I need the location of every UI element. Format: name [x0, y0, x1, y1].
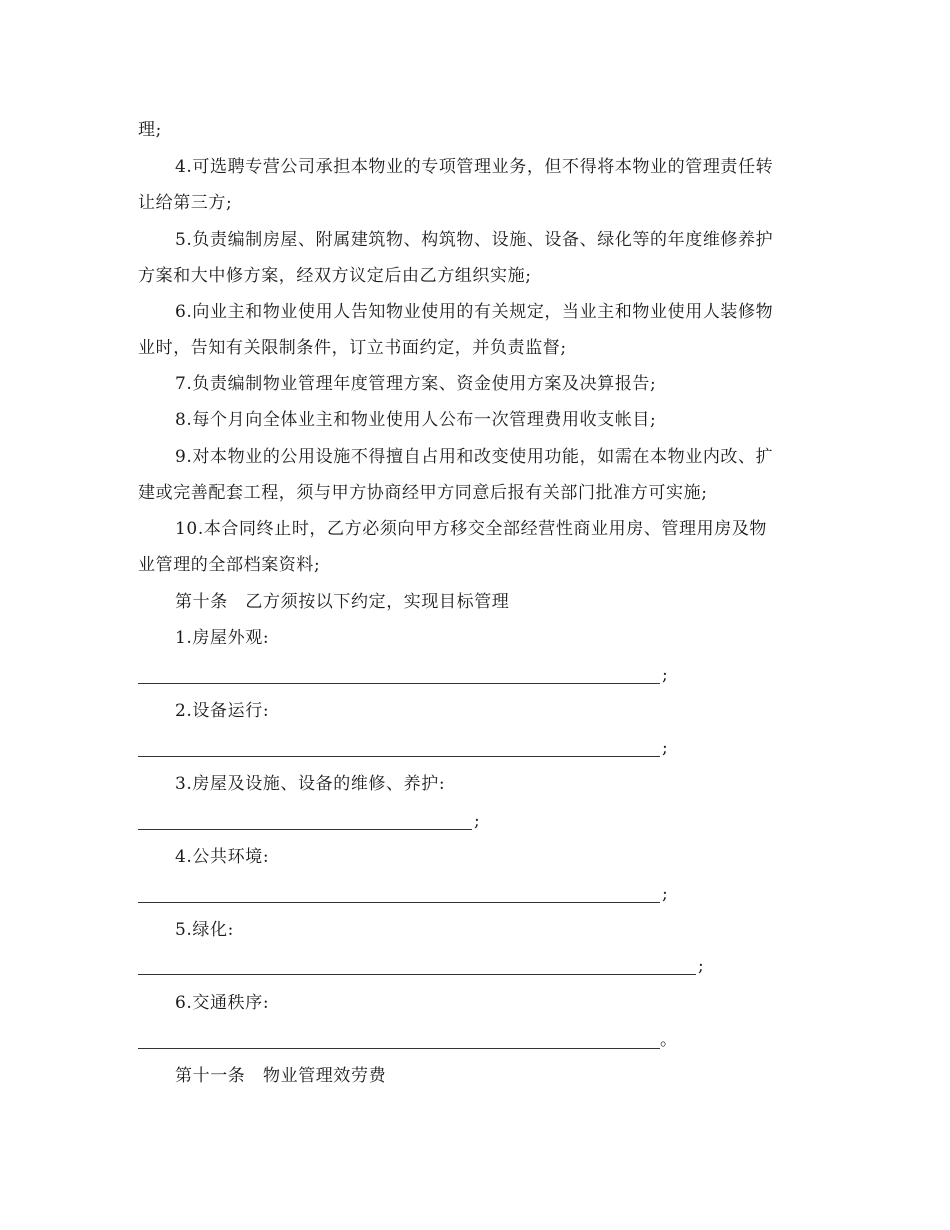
fill-in-blank[interactable]	[138, 1028, 683, 1052]
text-line: 建或完善配套工程，须与甲方协商经甲方同意后报有关部门批准方可实施;	[138, 483, 708, 503]
text-line: 让给第三方;	[138, 193, 233, 213]
text-line: 方案和大中修方案，经双方议定后由乙方组织实施;	[138, 266, 532, 286]
fill-in-blank[interactable]	[138, 736, 678, 760]
text-line: 9.对本物业的公用设施不得擅自占用和改变使用功能，如需在本物业内改、扩	[175, 447, 774, 467]
blank-punctuation: 。	[660, 1030, 677, 1050]
fill-in-blank[interactable]	[138, 954, 718, 978]
text-line: 业时，告知有关限制条件，订立书面约定，并负责监督;	[138, 338, 567, 358]
text-line: 8.每个月向全体业主和物业使用人公布一次管理费用收支帐目;	[175, 410, 657, 430]
item-label: 2.设备运行:	[175, 701, 270, 721]
blank-underline	[138, 756, 660, 757]
blank-punctuation: ;	[474, 811, 480, 831]
fill-in-blank[interactable]	[138, 882, 678, 906]
item-label: 6.交通秩序:	[175, 993, 270, 1013]
blank-underline	[138, 829, 472, 830]
item-label: 5.绿化:	[175, 920, 234, 940]
blank-punctuation: ;	[662, 884, 668, 904]
fill-in-blank[interactable]	[138, 809, 498, 833]
blank-punctuation: ;	[662, 738, 668, 758]
blank-punctuation: ;	[662, 665, 668, 685]
text-line: 5.负责编制房屋、附属建筑物、构筑物、设施、设备、绿化等的年度维修养护	[175, 230, 774, 250]
section-heading: 第十条 乙方须按以下约定，实现目标管理	[175, 592, 510, 612]
text-line: 7.负责编制物业管理年度管理方案、资金使用方案及决算报告;	[175, 374, 657, 394]
text-line: 10.本合同终止时，乙方必须向甲方移交全部经营性商业用房、管理用房及物	[175, 519, 768, 539]
blank-underline	[138, 974, 696, 975]
fill-in-blank[interactable]	[138, 663, 678, 687]
text-line: 4.可选聘专营公司承担本物业的专项管理业务，但不得将本物业的管理责任转	[175, 157, 774, 177]
item-label: 1.房屋外观:	[175, 628, 270, 648]
text-line: 业管理的全部档案资料;	[138, 555, 321, 575]
item-label: 3.房屋及设施、设备的维修、养护:	[175, 774, 446, 794]
text-line: 6.向业主和物业使用人告知物业使用的有关规定，当业主和物业使用人装修物	[175, 302, 774, 322]
item-label: 4.公共环境:	[175, 847, 270, 867]
blank-underline	[138, 1048, 660, 1049]
blank-underline	[138, 902, 660, 903]
section-heading: 第十一条 物业管理效劳费	[175, 1066, 387, 1086]
text-line: 理;	[138, 120, 162, 140]
blank-underline	[138, 683, 660, 684]
blank-punctuation: ;	[698, 956, 704, 976]
